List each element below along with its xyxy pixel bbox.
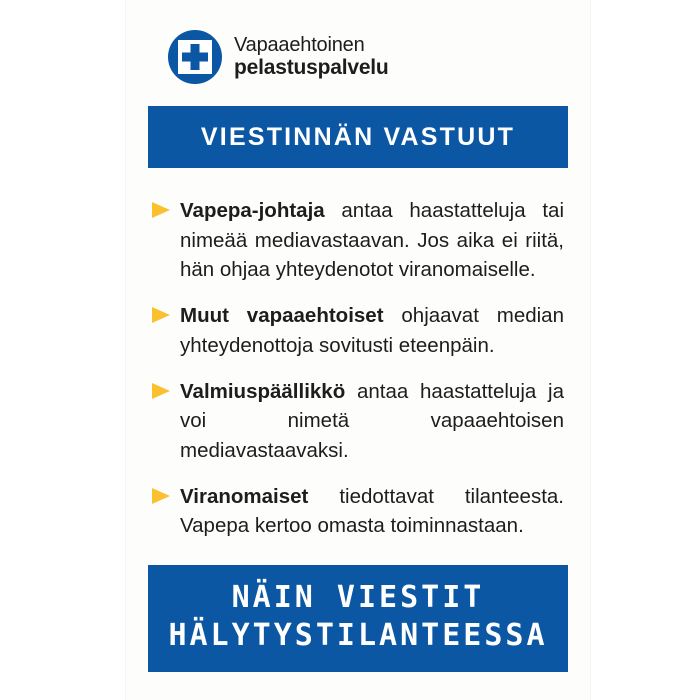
responsibilities-list [152,196,564,541]
logo-wordmark [234,34,389,80]
list-item [152,196,564,285]
list-item-bold: Muut vapaaehtoiset [180,304,384,328]
section-title-bar [148,106,568,168]
list-item-rest: antaa haastatteluja ja voi nimetä vapaaehtoisen mediavastaavaksi. [180,379,564,463]
logo-header [126,0,590,84]
list-item-text [180,196,564,285]
bottom-banner-line-1: NÄIN VIESTIT [231,580,485,615]
list-item-text [180,482,564,541]
list-item [152,301,564,360]
list-item-rest: tiedottavat tilanteesta. Vapepa kertoo omasta toiminnastaan. [180,484,564,538]
list-item-text [180,377,564,466]
arrow-bullet-icon [152,383,174,399]
right-margin [590,0,700,700]
section-title: VIESTINNÄN VASTUUT [200,122,516,151]
list-item-rest: ohjaavat median yhteydenottoja sovitusti eteenpäin. [180,304,564,357]
left-margin [0,0,126,700]
arrow-bullet-icon [152,307,174,323]
list-item-bold: Viranomaiset [180,484,309,508]
logo-line-1: Vapaaehtoinen [234,34,365,57]
arrow-bullet-icon [152,202,174,218]
arrow-bullet-icon [152,488,174,504]
poster-card [126,0,590,700]
logo-line-2: pelastuspalvelu [234,56,389,80]
list-item-bold: Valmiuspäällikkö [180,379,346,403]
first-aid-cross-icon [168,30,222,84]
list-item-text [180,301,564,360]
bottom-banner [148,565,568,672]
list-item [152,482,564,541]
list-item-bold: Vapepa-johtaja [180,199,325,222]
list-item [152,377,564,466]
bottom-banner-line-2: HÄLYTYSTILANTEESSA [168,617,548,653]
list-item-rest: antaa haastatteluja tai nimeää mediavastaavan. Jos aika ei riitä, hän ohjaa yhteydenotot viranomaiselle. [180,199,564,282]
